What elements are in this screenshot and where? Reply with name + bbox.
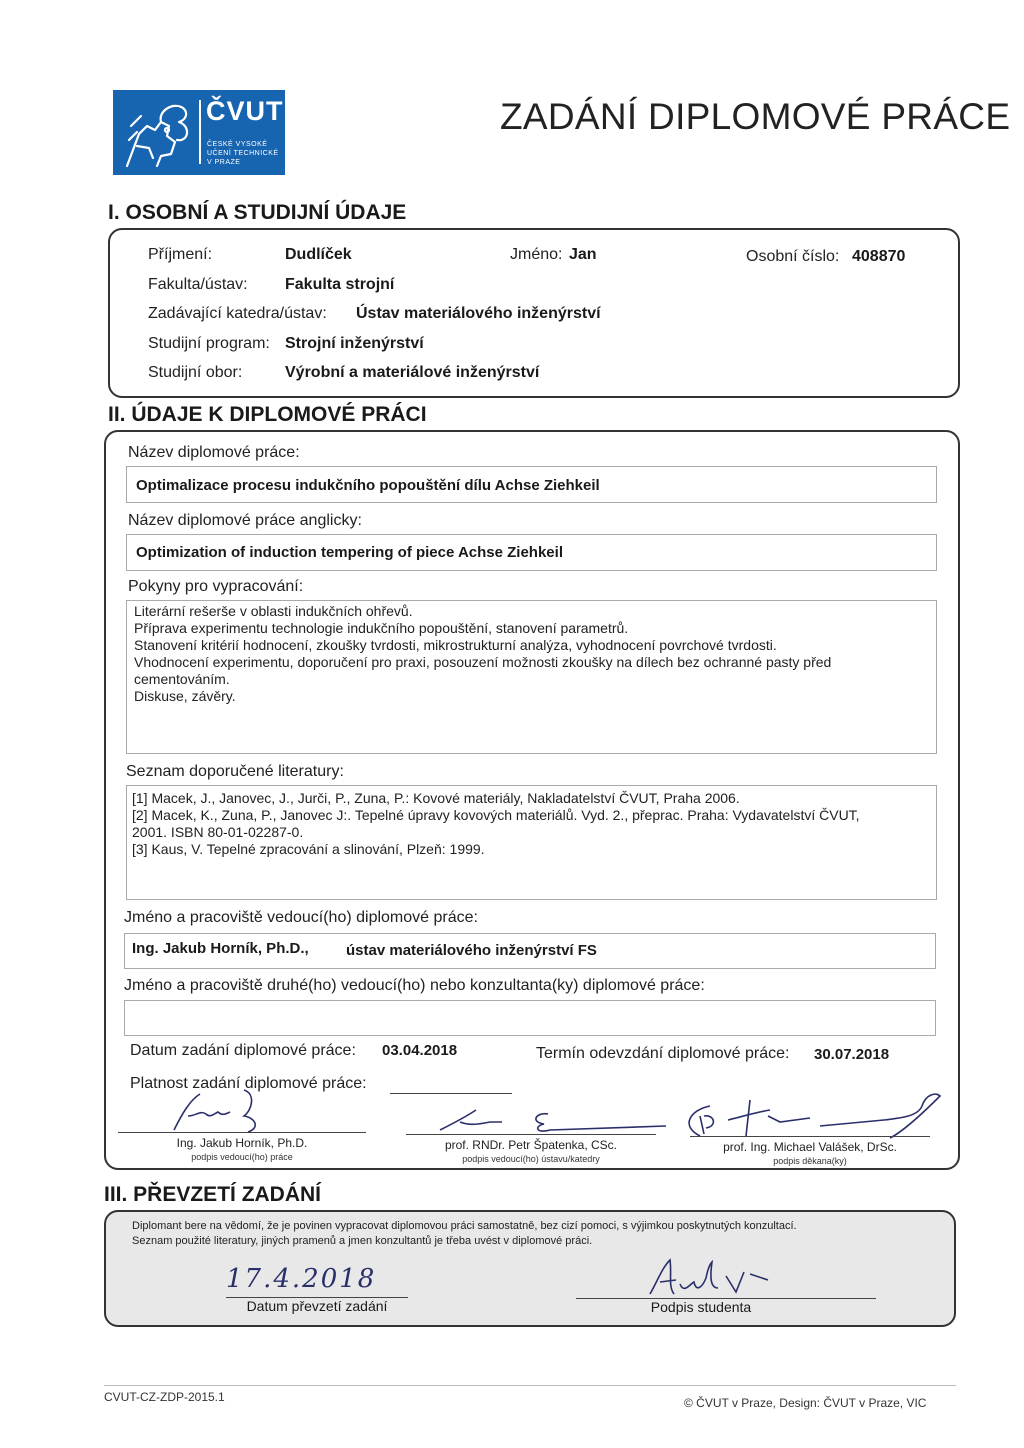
personal-no-value: 408870 xyxy=(852,248,906,265)
assigned-date-value: 03.04.2018 xyxy=(382,1042,458,1059)
section1-title: I. OSOBNÍ A STUDIJNÍ ÚDAJE xyxy=(108,201,407,224)
personal-no-label: Osobní číslo: xyxy=(746,248,840,265)
instruction-line: Stanovení kritérií hodnocení, zkoušky tvrdosti, mikrostrukturní analýza, vyhodnocení povrchové tvrdosti. xyxy=(134,637,777,653)
logo-subtitle: ČESKÉ VYSOKÉ UČENÍ TECHNICKÉ V PRAZE xyxy=(207,141,279,166)
surname-label: Příjmení: xyxy=(148,246,213,263)
validity-label: Platnost zadání diplomové práce: xyxy=(130,1075,367,1092)
thesis-title-en-label: Název diplomové práce anglicky: xyxy=(128,512,362,529)
sig1-line xyxy=(118,1132,366,1133)
cvut-logo xyxy=(113,90,285,175)
form-code: CVUT-CZ-ZDP-2015.1 xyxy=(104,1390,225,1404)
field-value: Výrobní a materiálové inženýrství xyxy=(285,364,540,381)
supervisor-signature xyxy=(160,1086,290,1136)
literature-text xyxy=(132,790,860,858)
second-supervisor-field xyxy=(124,1000,936,1036)
program-label: Studijní program: xyxy=(148,335,270,352)
second-supervisor-label: Jméno a pracoviště druhé(ho) vedoucí(ho) nebo konzultanta(ky) diplomové práce: xyxy=(124,977,705,994)
instruction-line: cementováním. xyxy=(134,671,230,687)
supervisor-label: Jméno a pracoviště vedoucí(ho) diplomové práce: xyxy=(124,909,478,926)
sig2-role: podpis vedoucí(ho) ústavu/katedry xyxy=(462,1154,600,1164)
supervisor-dept: ústav materiálového inženýrství FS xyxy=(346,942,597,959)
literature-item: [2] Macek, K., Zuna, P., Janovec J:. Tepelné úpravy kovových materiálů. Vyd. 2., přeprac. Praha: Vydavatelství ČVUT, xyxy=(132,807,860,823)
section2-title: II. ÚDAJE K DIPLOMOVÉ PRÁCI xyxy=(108,403,427,426)
student-signature xyxy=(640,1254,780,1300)
lion-emblem-icon xyxy=(117,96,197,171)
supervisor-name: Ing. Jakub Horník, Ph.D., xyxy=(132,940,309,957)
thesis-title-value: Optimalizace procesu indukčního popouštění dílu Achse Ziehkeil xyxy=(136,477,600,494)
surname-value: Dudlíček xyxy=(285,246,352,263)
handwritten-date: 17.4.2018 xyxy=(226,1264,377,1294)
literature-item: 2001. ISBN 80-01-02287-0. xyxy=(132,824,304,840)
sig3-role: podpis děkana(ky) xyxy=(773,1156,847,1166)
literature-label: Seznam doporučené literatury: xyxy=(126,763,344,780)
instructions-text xyxy=(134,603,831,705)
footer-copyright: © ČVUT v Praze, Design: ČVUT v Praze, VIC xyxy=(684,1396,927,1410)
notice-line: Seznam použité literatury, jiných pramenů a jmen konzultantů je třeba uvést v diplomové práci. xyxy=(132,1235,593,1247)
sig2-name: prof. RNDr. Petr Špatenka, CSc. xyxy=(444,1138,618,1152)
sig2-line xyxy=(406,1134,656,1135)
deadline-value: 30.07.2018 xyxy=(814,1046,890,1063)
date-caption: Datum převzetí zadání xyxy=(246,1298,388,1314)
program-value: Strojní inženýrství xyxy=(285,335,424,352)
validity-line xyxy=(390,1093,512,1094)
instruction-line: Vhodnocení experimentu, doporučení pro praxi, posouzení možnosti zkoušky na dílech bez ochranné pasty před xyxy=(134,654,832,670)
name-label: Jméno: xyxy=(510,246,563,263)
document-title: ZADÁNÍ DIPLOMOVÉ PRÁCE xyxy=(500,96,1011,137)
faculty-value: Fakulta strojní xyxy=(285,276,395,293)
dept-value: Ústav materiálového inženýrství xyxy=(356,305,601,322)
logo-name: ČVUT xyxy=(206,96,284,126)
notice-line: Diplomant bere na vědomí, že je povinen vypracovat diplomovou práci samostatně, bez cizí pomoci, s výjimkou poskytnutých konzultací. xyxy=(132,1220,797,1232)
footer-divider xyxy=(104,1385,956,1386)
section3-title: III. PŘEVZETÍ ZADÁNÍ xyxy=(104,1183,322,1206)
deadline-label: Termín odevzdání diplomové práce: xyxy=(536,1045,790,1062)
instructions-label: Pokyny pro vypracování: xyxy=(128,578,304,595)
literature-item: [1] Macek, J., Janovec, J., Jurči, P., Zuna, P.: Kovové materiály, Nakladatelství ČVUT, Praha 2006. xyxy=(132,790,740,806)
dept-label: Zadávající katedra/ústav: xyxy=(148,305,327,322)
sig1-name: Ing. Jakub Horník, Ph.D. xyxy=(176,1136,308,1150)
instruction-line: Příprava experimentu technologie indukčního popouštění, stanovení parametrů. xyxy=(134,620,629,636)
instruction-line: Diskuse, závěry. xyxy=(134,688,236,704)
literature-item: [3] Kaus, V. Tepelné zpracování a slinování, Plzeň: 1999. xyxy=(132,841,485,857)
assigned-date-label: Datum zadání diplomové práce: xyxy=(130,1042,356,1059)
handover-notice xyxy=(132,1219,797,1249)
name-value: Jan xyxy=(569,246,597,263)
instruction-line: Literární rešerše v oblasti indukčních ohřevů. xyxy=(134,603,413,619)
thesis-title-label: Název diplomové práce: xyxy=(128,444,300,461)
sig3-line xyxy=(690,1136,930,1137)
thesis-title-en-value: Optimization of induction tempering of piece Achse Ziehkeil xyxy=(136,544,563,561)
field-label: Studijní obor: xyxy=(148,364,243,381)
faculty-label: Fakulta/ústav: xyxy=(148,276,248,293)
signature-caption: Podpis studenta xyxy=(650,1299,752,1315)
sig3-name: prof. Ing. Michael Valášek, DrSc. xyxy=(723,1140,897,1154)
sig1-role: podpis vedoucí(ho) práce xyxy=(191,1152,293,1162)
